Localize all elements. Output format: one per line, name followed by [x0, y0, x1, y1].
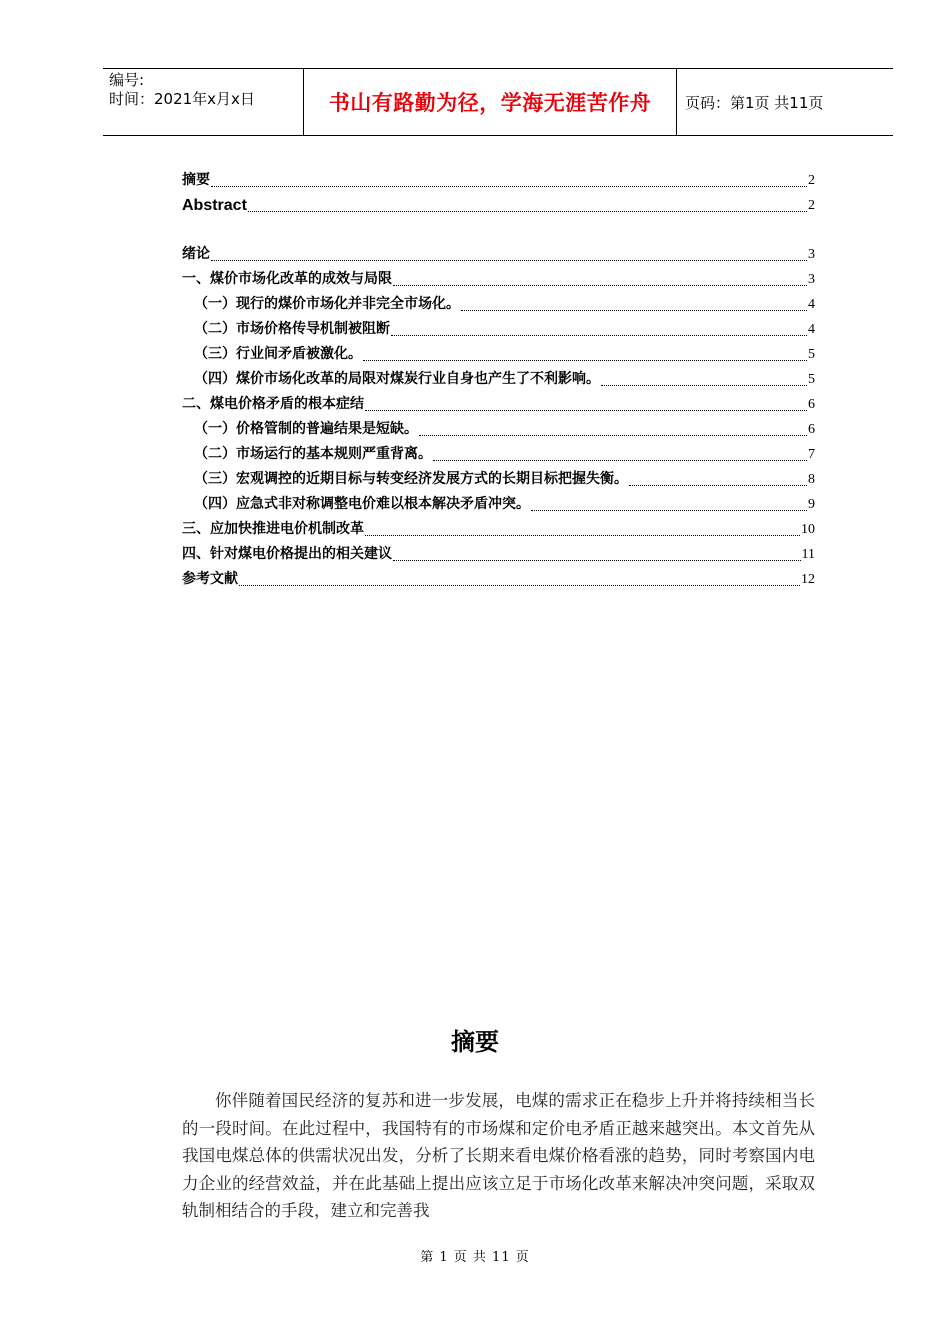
toc-entry[interactable]	[182, 342, 815, 367]
toc-entry-page: 10	[801, 522, 815, 537]
toc-entry[interactable]	[182, 417, 815, 442]
toc-entry-title: （三）宏观调控的近期目标与转变经济发展方式的长期目标把握失衡。	[194, 471, 628, 487]
toc-entry-title: 绪论	[182, 246, 210, 262]
toc-entry-title: 一、煤价市场化改革的成效与局限	[182, 271, 392, 287]
toc-leader-dots	[239, 584, 800, 586]
toc-leader-dots	[531, 509, 807, 511]
toc-entry-title: （一）现行的煤价市场化并非完全市场化。	[194, 296, 460, 312]
toc-entry[interactable]	[182, 542, 815, 567]
toc-entry-page: 6	[808, 397, 815, 412]
toc-entry-title: （二）市场运行的基本规则严重背离。	[194, 446, 432, 462]
toc-entry-page: 3	[808, 272, 815, 287]
toc-entry[interactable]	[182, 517, 815, 542]
toc-entry-title: 参考文献	[182, 571, 238, 587]
document-time-label: 时间：2021年x月x日	[109, 90, 255, 108]
table-of-contents	[182, 168, 815, 592]
toc-leader-dots	[391, 334, 807, 336]
toc-entry[interactable]	[182, 567, 815, 592]
toc-entry-page: 8	[808, 472, 815, 487]
toc-entry[interactable]	[182, 168, 815, 193]
toc-leader-dots	[363, 359, 807, 361]
toc-entry-page: 4	[808, 322, 815, 337]
toc-entry-title: 四、针对煤电价格提出的相关建议	[182, 546, 392, 562]
toc-leader-dots	[365, 409, 807, 411]
toc-entry-title: （四）应急式非对称调整电价难以根本解决矛盾冲突。	[194, 496, 530, 512]
toc-entry-page: 5	[808, 372, 815, 387]
header-page-info: 页码：第1页 共11页	[685, 93, 824, 112]
document-number-label: 编号:	[109, 71, 145, 89]
page-footer: 第 1 页 共 11 页	[420, 1250, 530, 1265]
toc-entry-page: 2	[808, 173, 815, 188]
abstract-body: 你伴随着国民经济的复苏和进一步发展，电煤的需求正在稳步上升并将持续相当长的一段时间。在此过程中，我国特有的市场煤和定价电矛盾正越来越突出。本文首先从我国电煤总体的供需状况出发，分析了长期来看电煤价格看涨的趋势，同时考察国内电力企业的经营效益，并在此基础上提出应该立足于市场化改革来解决冲突问题，采取双轨制相结合的手段，建立和完善我	[182, 1091, 815, 1220]
toc-entry-page: 7	[808, 447, 815, 462]
header-meta	[103, 69, 303, 135]
toc-leader-dots	[601, 384, 807, 386]
toc-entry-title: 三、应加快推进电价机制改革	[182, 521, 364, 537]
toc-entry-page: 11	[801, 547, 815, 562]
toc-entry-title: 二、煤电价格矛盾的根本症结	[182, 396, 364, 412]
toc-entry-title: （三）行业间矛盾被激化。	[194, 346, 362, 362]
toc-entry[interactable]	[182, 392, 815, 417]
toc-leader-dots	[393, 559, 801, 561]
toc-entry-page: 9	[808, 497, 815, 512]
toc-leader-dots	[433, 459, 807, 461]
toc-entry[interactable]	[182, 442, 815, 467]
toc-entry-title: Abstract	[182, 197, 247, 214]
page-header	[103, 68, 893, 136]
toc-entry-title: （四）煤价市场化改革的局限对煤炭行业自身也产生了不利影响。	[194, 371, 600, 387]
toc-leader-dots	[629, 484, 807, 486]
toc-entry-page: 3	[808, 247, 815, 262]
toc-entry-page: 2	[808, 198, 815, 213]
abstract-title: 摘要	[451, 1028, 499, 1056]
toc-entry[interactable]	[182, 317, 815, 342]
toc-entry[interactable]	[182, 267, 815, 292]
toc-entry-title: （一）价格管制的普遍结果是短缺。	[194, 421, 418, 437]
toc-leader-dots	[248, 210, 807, 212]
toc-leader-dots	[461, 309, 807, 311]
toc-entry[interactable]	[182, 367, 815, 392]
toc-entry-page: 5	[808, 347, 815, 362]
toc-leader-dots	[211, 259, 807, 261]
toc-leader-dots	[365, 534, 800, 536]
toc-entry-title: 摘要	[182, 172, 210, 188]
toc-entry[interactable]	[182, 193, 815, 218]
toc-entry[interactable]	[182, 242, 815, 267]
toc-entry-title: （二）市场价格传导机制被阻断	[194, 321, 390, 337]
toc-entry[interactable]	[182, 292, 815, 317]
toc-entry-page: 6	[808, 422, 815, 437]
toc-entry[interactable]	[182, 467, 815, 492]
toc-leader-dots	[211, 185, 807, 187]
header-motto: 书山有路勤为径，学海无涯苦作舟	[303, 69, 677, 135]
toc-entry-page: 4	[808, 297, 815, 312]
toc-entry[interactable]	[182, 492, 815, 517]
toc-leader-dots	[419, 434, 807, 436]
toc-leader-dots	[393, 284, 807, 286]
toc-entry-page: 12	[801, 572, 815, 587]
